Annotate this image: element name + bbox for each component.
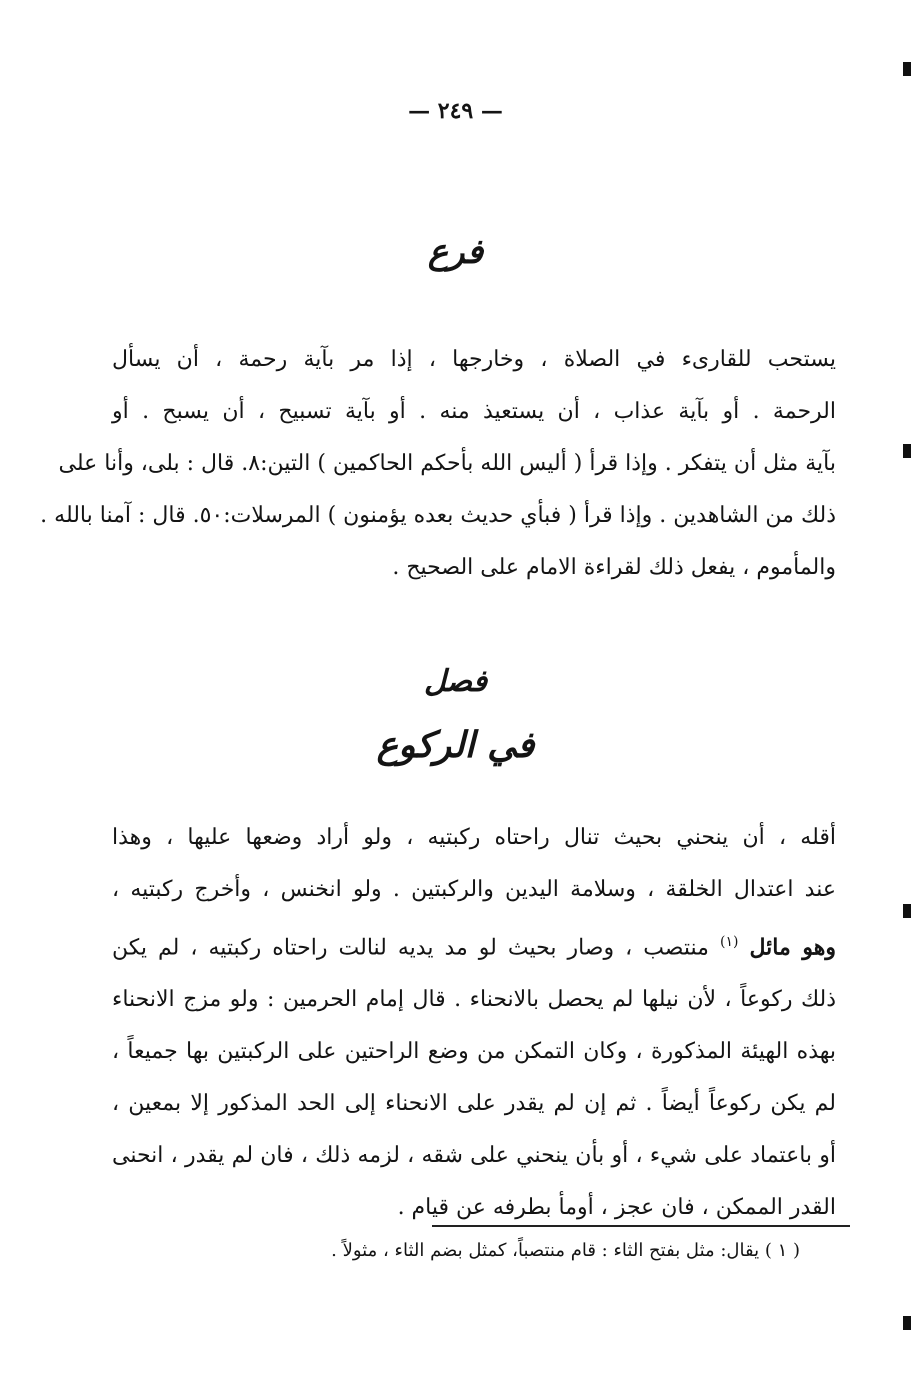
text-line: أو باعتماد على شيء ، أو بأن ينحني على شقه ، لزمه ذلك ، فان لم يقدر ، انحنى xyxy=(112,1143,836,1169)
text-line: عند اعتدال الخلقة ، وسلامة اليدين والركبتين . ولو انخنس ، وأخرج ركبتيه ، xyxy=(112,877,836,902)
text-line: لم يكن ركوعاً أيضاً . ثم إن لم يقدر على الانحناء إلى الحد المذكور إلا بمعين ، xyxy=(112,1091,836,1117)
footnote-divider xyxy=(432,1225,850,1227)
text-span: منتصب ، وصار بحيث لو مد يديه لنالت راحتاه ركبتيه ، لم يكن xyxy=(112,935,709,961)
text-line: والمأموم ، يفعل ذلك لقراءة الامام على الصحيح . xyxy=(392,555,836,580)
text-line: أقله ، أن ينحني بحيث تنال راحتاه ركبتيه ، ولو أراد وضعها عليها ، وهذا xyxy=(112,825,836,850)
paragraph-recitation xyxy=(40,334,836,594)
text-line: ذلك ركوعاً ، لأن نيلها لم يحصل بالانحناء . قال إمام الحرمين : ولو مزج الانحناء xyxy=(112,987,836,1013)
heading-fasl: فصل xyxy=(423,664,488,699)
text-line: بآية مثل أن يتفكر . وإذا قرأ ( أليس الله بأحكم الحاكمين ) التين:٨. قال : بلى، وأنا على xyxy=(58,451,836,476)
paragraph-ruku xyxy=(112,812,836,1234)
heading-far: فرع xyxy=(427,232,484,272)
scan-edge-mark xyxy=(903,1316,911,1330)
text-line: القدر الممكن ، فان عجز ، أومأ بطرفه عن قيام . xyxy=(397,1195,836,1221)
scan-edge-mark xyxy=(903,444,911,458)
scan-edge-mark xyxy=(903,62,911,76)
footnote: ( ١ ) يقال: مثل بفتح الثاء : قام منتصباً، كمثل بضم الثاء ، مثولاً . xyxy=(331,1240,800,1261)
scan-edge-mark xyxy=(903,904,911,918)
footnote-reference: (١) xyxy=(719,934,739,950)
heading-ruku: في الركوع xyxy=(376,724,535,766)
page-number: — ٢٤٩ — xyxy=(408,98,503,124)
text-line: بهذه الهيئة المذكورة ، وكان التمكن من وضع الراحتين على الركبتين بها جميعاً ، xyxy=(112,1039,836,1065)
bold-phrase: وهو مائل xyxy=(749,934,836,961)
text-line: ذلك من الشاهدين . وإذا قرأ ( فبأي حديث بعده يؤمنون ) المرسلات:٥٠. قال : آمنا بالله . xyxy=(40,503,836,528)
text-line xyxy=(112,916,836,974)
text-line: الرحمة . أو بآية عذاب ، أن يستعيذ منه . أو بآية تسبيح ، أن يسبح . أو xyxy=(112,399,836,424)
text-line: يستحب للقارىء في الصلاة ، وخارجها ، إذا مر بآية رحمة ، أن يسأل xyxy=(112,347,836,372)
